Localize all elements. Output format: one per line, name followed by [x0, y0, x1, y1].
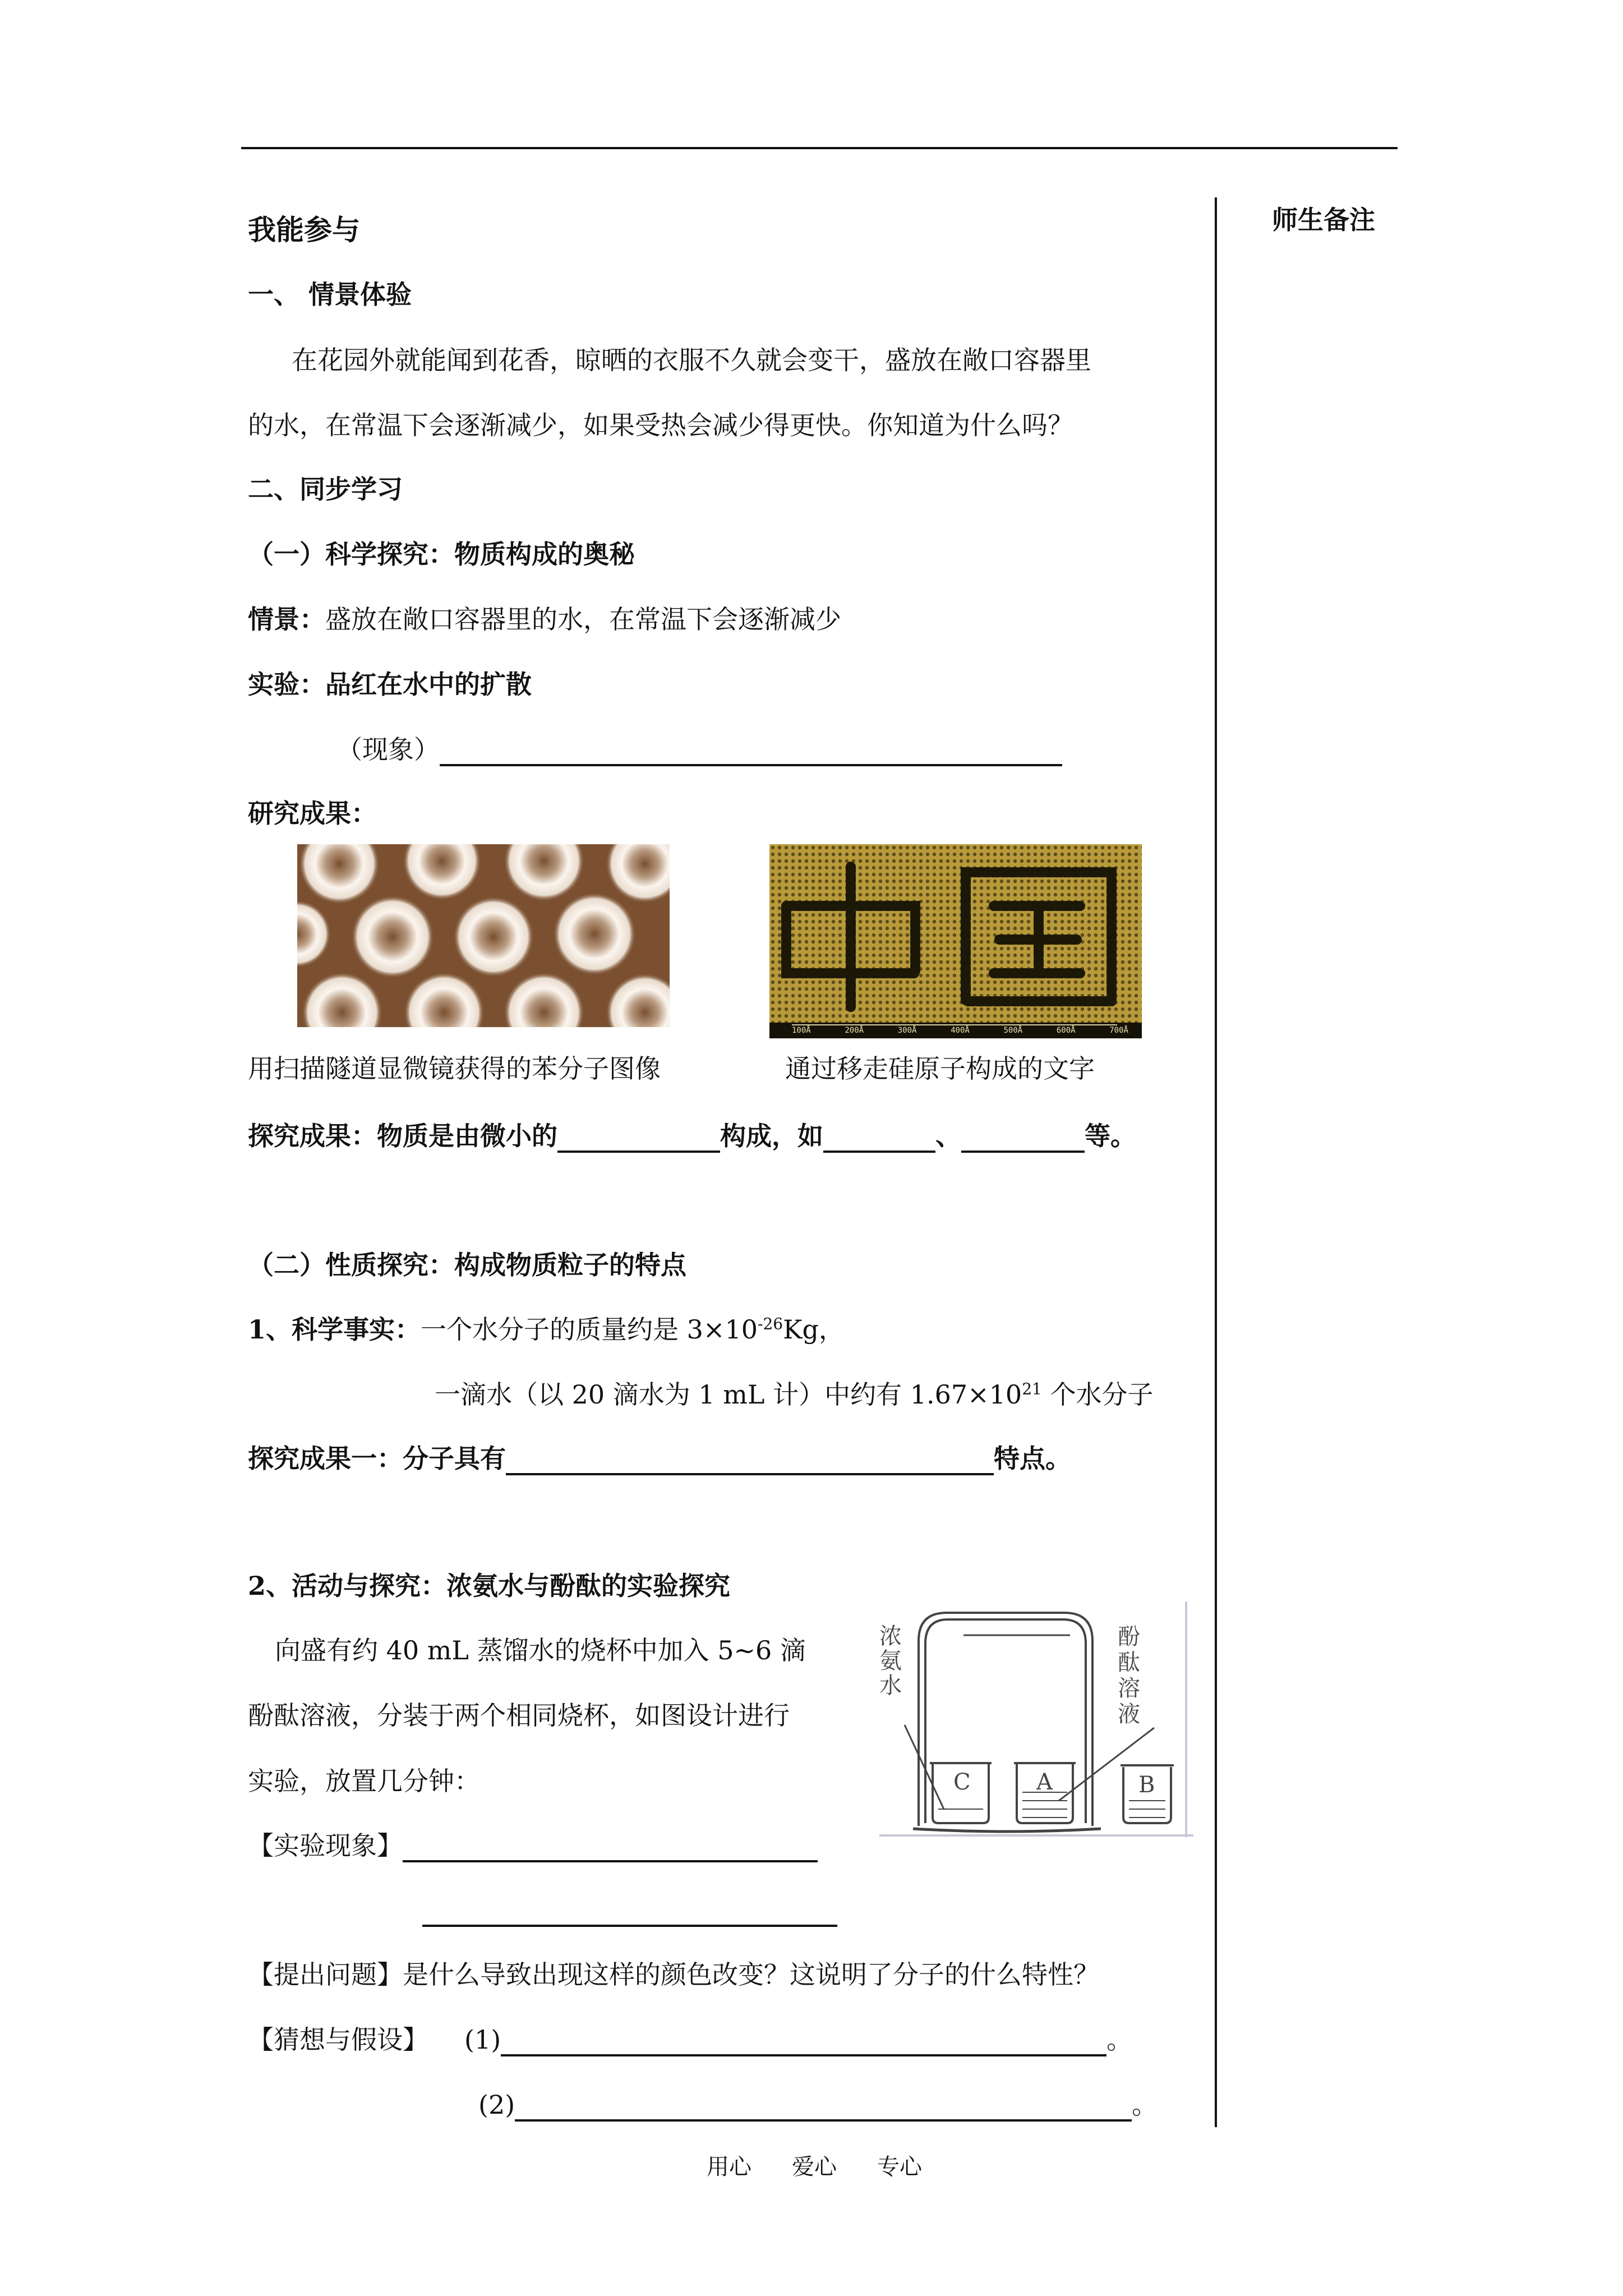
- scale-tick: 600Å: [1056, 1026, 1076, 1035]
- conclusion-c: 、: [935, 1121, 961, 1151]
- footer-item: 用心: [707, 2154, 751, 2180]
- hypothesis-blank2[interactable]: [515, 2091, 1132, 2122]
- side-note-title: 师生备注: [1272, 205, 1375, 235]
- scale-tick: 300Å: [897, 1026, 917, 1035]
- header-rule: [241, 147, 1398, 149]
- exp-phenomenon-blank1[interactable]: [403, 1832, 818, 1862]
- exp-phenomenon-label: 【实验现象】: [248, 1830, 403, 1861]
- apparatus-diagram: [879, 1602, 1193, 1837]
- fact2-line: [435, 1378, 1153, 1411]
- activity-heading: 2、活动与探究：浓氨水与酚酞的实验探究: [248, 1571, 731, 1601]
- hypothesis-1: (1): [464, 2024, 501, 2055]
- footer-item: 爱心: [792, 2154, 837, 2180]
- hypothesis-end1: 。: [1106, 2024, 1133, 2055]
- scale-tick: 400Å: [951, 1026, 970, 1035]
- hypothesis-line2: [478, 2088, 1158, 2122]
- scale-bar: [792, 1023, 1128, 1038]
- label-phenolphthalein: 酚酞溶液: [1118, 1624, 1140, 1727]
- phenomenon-row1: [248, 1829, 818, 1862]
- result1-b: 特点。: [994, 1443, 1071, 1474]
- hypothesis-label: 【猜想与假设】: [248, 2024, 428, 2055]
- result1-a: 探究成果一：分子具有: [248, 1443, 506, 1474]
- question-label: 【提出问题】: [248, 1959, 403, 1990]
- fact1-b: Kg，: [783, 1314, 845, 1345]
- silicon-atoms-image: [769, 844, 1142, 1038]
- scene-text: 盛放在敞口容器里的水，在常温下会逐渐减少: [325, 604, 841, 634]
- results-label: 研究成果：: [248, 798, 377, 829]
- hypothesis-2: (2): [478, 2090, 515, 2120]
- question-line: [248, 1958, 1099, 1991]
- activity-line3: 实验，放置几分钟：: [248, 1766, 480, 1796]
- conclusion-blank3[interactable]: [961, 1122, 1085, 1153]
- result1-blank[interactable]: [506, 1445, 994, 1475]
- column-divider: [1215, 197, 1217, 2127]
- conclusion-line: [248, 1119, 1136, 1153]
- benzene-stm-svg: [297, 844, 670, 1027]
- scene-line: [248, 602, 841, 636]
- phenomenon-label: （现象）: [336, 734, 440, 765]
- exp-label: 实验：品红在水中的扩散: [248, 669, 532, 700]
- scale-tick: 200Å: [845, 1026, 864, 1035]
- fact2-sup: 21: [1022, 1379, 1042, 1398]
- activity-line1: 向盛有约 40 mL 蒸馏水的烧杯中加入 5~6 滴: [275, 1635, 806, 1665]
- scale-tick: 500Å: [1003, 1026, 1023, 1035]
- section-title: 我能参与: [248, 213, 360, 246]
- conclusion-blank1[interactable]: [557, 1122, 720, 1153]
- activity-line2: 酚酞溶液，分装于两个相同烧杯，如图设计进行: [248, 1700, 790, 1731]
- beaker-b-label: B: [1138, 1772, 1155, 1798]
- hypothesis-blank1[interactable]: [501, 2026, 1106, 2056]
- footer: [707, 2153, 922, 2181]
- fact1-sup: -26: [757, 1314, 783, 1333]
- phenomenon-row2: [422, 1893, 837, 1927]
- phenomenon-line: [336, 733, 1062, 766]
- exp-phenomenon-blank2[interactable]: [422, 1897, 837, 1927]
- conclusion-blank2[interactable]: [823, 1122, 935, 1153]
- apparatus-svg: [879, 1602, 1193, 1837]
- fact2-a: 一滴水（以 20 滴水为 1 mL 计）中约有 1.67×10: [435, 1379, 1022, 1410]
- scale-tick: 700Å: [1109, 1026, 1128, 1035]
- label-ammonia: 浓氨水: [879, 1623, 902, 1699]
- part1-para-line1: 在花园外就能闻到花香，晾晒的衣服不久就会变干，盛放在敞口容器里: [292, 345, 1091, 375]
- fact1-line: [248, 1313, 845, 1346]
- beaker-c-label: C: [953, 1769, 971, 1795]
- part2-sub1: （一）科学探究：物质构成的奥秘: [248, 539, 635, 569]
- fact2-b: 个水分子: [1041, 1379, 1154, 1410]
- beaker-a-label: A: [1036, 1769, 1053, 1795]
- part1-heading: 一、 情景体验: [248, 279, 412, 310]
- benzene-stm-image: [297, 844, 670, 1027]
- img1-caption: 用扫描隧道显微镜获得的苯分子图像: [248, 1053, 661, 1084]
- hypothesis-end2: 。: [1132, 2090, 1158, 2120]
- conclusion-a: 探究成果：物质是由微小的: [248, 1121, 557, 1151]
- result1-line: [248, 1442, 1071, 1475]
- silicon-atoms-svg: [769, 844, 1142, 1038]
- question-text: 是什么导致出现这样的颜色改变？这说明了分子的什么特性？: [403, 1959, 1099, 1990]
- conclusion-d: 等。: [1085, 1121, 1136, 1151]
- scene-label: 情景：: [248, 604, 325, 634]
- footer-item: 专心: [877, 2154, 922, 2180]
- scale-tick: 100Å: [792, 1026, 811, 1035]
- fact-label: 1、科学事实：: [248, 1314, 421, 1345]
- img2-caption: 通过移走硅原子构成的文字: [785, 1053, 1095, 1084]
- hypothesis-line1: [248, 2023, 1132, 2056]
- fact1-a: 一个水分子的质量约是 3×10: [421, 1314, 758, 1345]
- part3-sub2: （二）性质探究：构成物质粒子的特点: [248, 1250, 686, 1280]
- phenomenon-blank[interactable]: [440, 736, 1062, 766]
- part1-para-line2: 的水，在常温下会逐渐减少，如果受热会减少得更快。你知道为什么吗？: [248, 410, 1073, 440]
- part2-heading: 二、同步学习: [248, 474, 403, 504]
- conclusion-b: 构成，如: [720, 1121, 823, 1151]
